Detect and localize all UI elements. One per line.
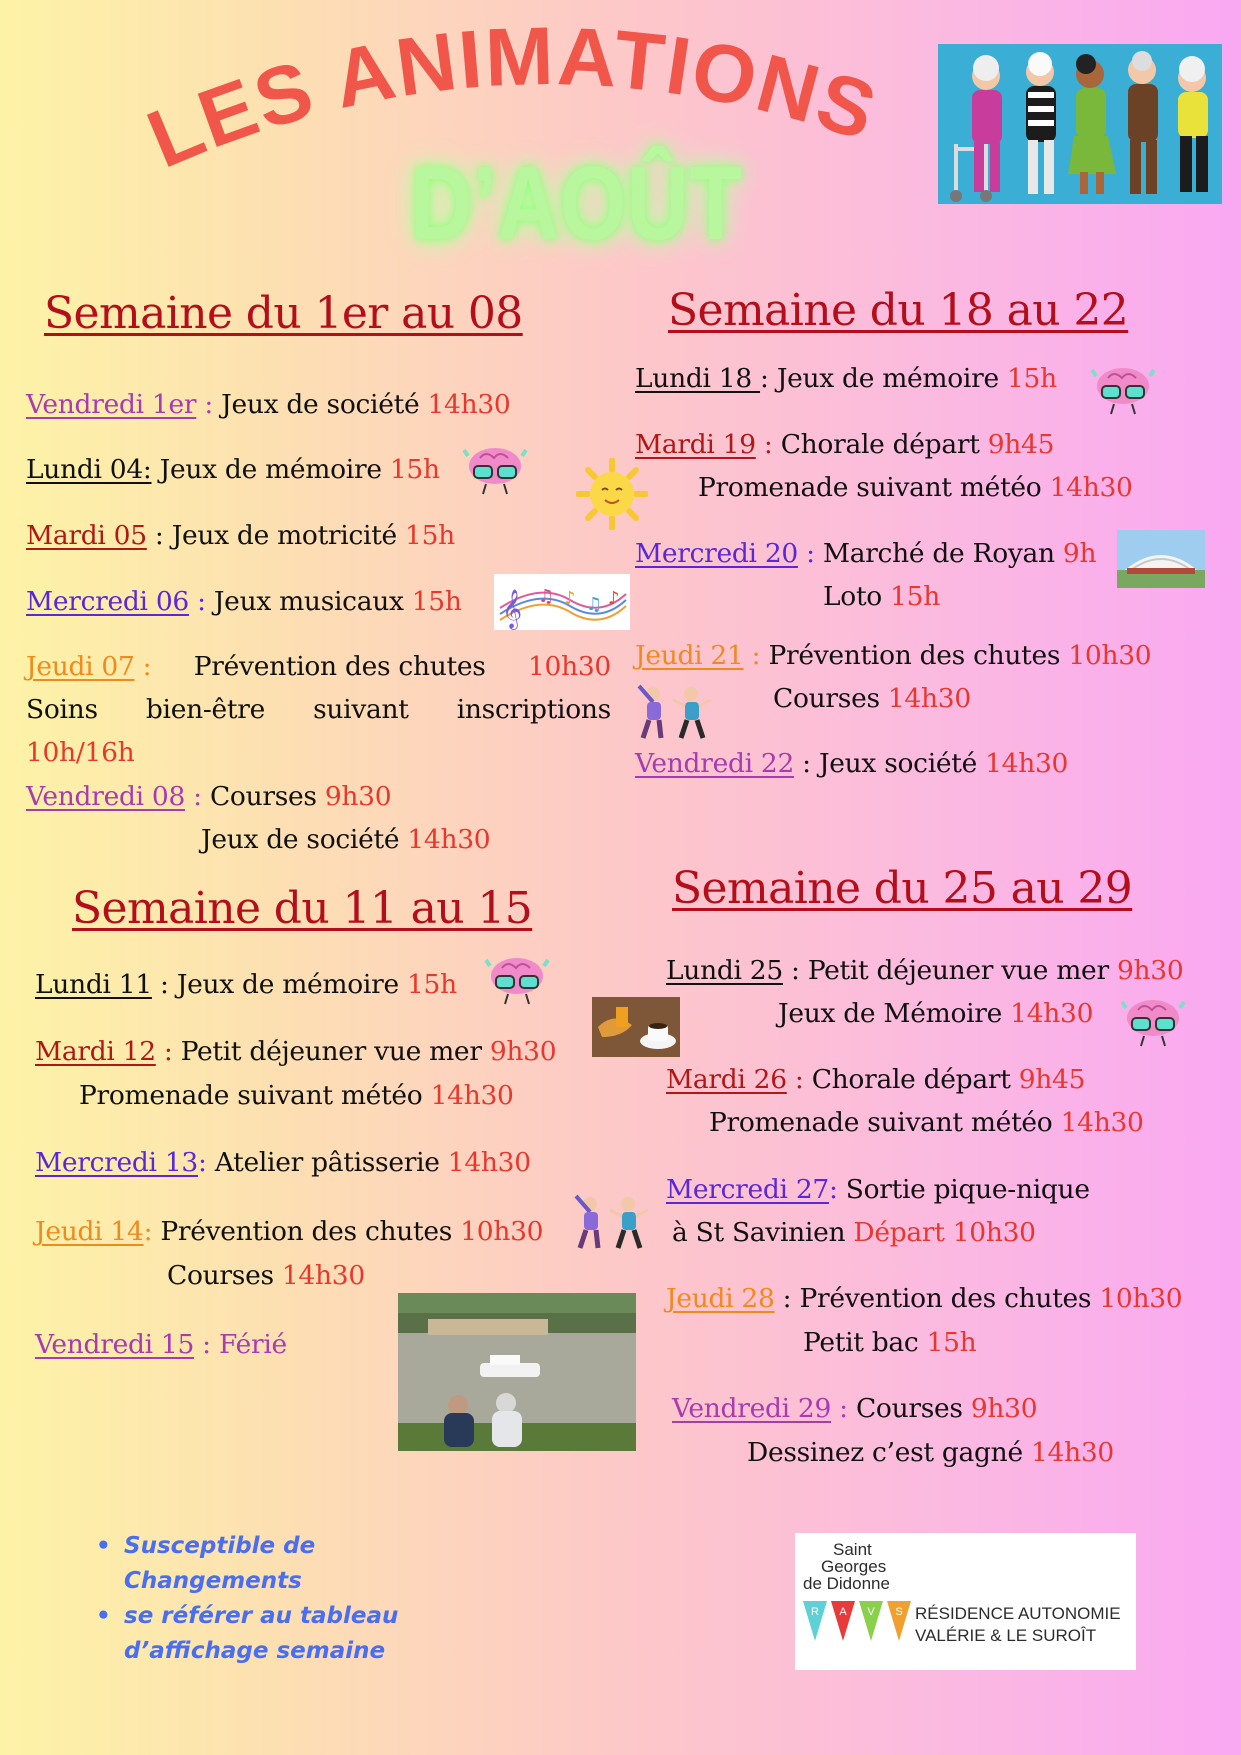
activity: Courses (773, 683, 888, 714)
schedule-entry: Mercredi 13: Atelier pâtisserie 14h30 (35, 1147, 531, 1178)
schedule-entry-continued (672, 1215, 1036, 1251)
schedule-entry: Lundi 25 : Petit déjeuner vue mer 9h30 (666, 955, 1184, 986)
brain-glasses-icon (460, 440, 530, 496)
time: 14h30 (447, 1147, 531, 1178)
activity: Courses (167, 1260, 282, 1291)
week-heading: Semaine du 1er au 08 (44, 288, 523, 339)
schedule-entry-continued (201, 822, 490, 858)
time: 9h30 (489, 1036, 557, 1067)
schedule-entry-continued (803, 1325, 976, 1361)
market-building-photo (1117, 530, 1205, 588)
schedule-entry: Jeudi 28 : Prévention des chutes 10h30 (666, 1283, 1183, 1314)
time: 9h30 (970, 1393, 1038, 1424)
svg-text:♫: ♫ (538, 586, 555, 607)
activity: Petit déjeuner vue mer (807, 955, 1117, 986)
day-label: Jeudi 28 (666, 1283, 775, 1314)
svg-text:♫: ♫ (586, 594, 603, 615)
day-label: Mercredi 20 (635, 538, 798, 569)
activity: Chorale départ (811, 1064, 1019, 1095)
week-heading: Semaine du 11 au 15 (72, 883, 533, 934)
schedule-entry-continued (26, 735, 134, 771)
time: 10h30 (460, 1216, 544, 1247)
svg-text:𝄞: 𝄞 (502, 589, 523, 629)
time: 15h (389, 454, 440, 485)
exercise-seniors-icon (572, 1192, 652, 1252)
schedule-entry-continued (778, 996, 1093, 1032)
day-label: Vendredi 15 (35, 1329, 195, 1360)
day-label: Vendredi 1er (26, 389, 197, 420)
activity: Chorale départ (780, 429, 988, 460)
svg-text:LES ANIMATIONS: LES ANIMATIONS (135, 10, 889, 186)
schedule-entry: Jeudi 07 : Prévention des chutes 10h30 (26, 649, 611, 685)
page-subtitle: D’AOÛT (410, 146, 743, 262)
schedule-entry: Vendredi 1er : Jeux de société 14h30 (26, 389, 511, 420)
schedule-entry: Mardi 19 : Chorale départ 9h45 (635, 429, 1055, 460)
activity: Petit bac (803, 1327, 927, 1358)
flags-icon (801, 1599, 915, 1643)
time: 9h45 (987, 429, 1055, 460)
schedule-entry-continued (79, 1078, 514, 1114)
schedule-entry: Mercredi 06 : Jeux musicaux 15h (26, 586, 462, 617)
schedule-entry: Mardi 12 : Petit déjeuner vue mer 9h30 (35, 1036, 557, 1067)
day-label: Lundi 25 (666, 955, 783, 986)
note-item: • se référer au tableau d’affichage semaine (96, 1599, 456, 1669)
week-heading: Semaine du 18 au 22 (668, 285, 1129, 336)
notes-list (96, 1529, 456, 1669)
schedule-entry: Lundi 18 : Jeux de mémoire 15h (635, 363, 1057, 394)
time: 14h30 (281, 1260, 365, 1291)
note-item: • Susceptible de Changements (96, 1529, 456, 1599)
time: 14h30 (1060, 1107, 1144, 1138)
svg-text:S: S (895, 1606, 903, 1618)
day-label: Lundi 18 (635, 363, 761, 394)
dancing-seniors-illustration (938, 44, 1222, 204)
day-label: Jeudi 07 (26, 651, 135, 682)
svg-text:V: V (867, 1606, 875, 1618)
time: 15h (1006, 363, 1057, 394)
activity: Prévention des chutes (799, 1283, 1100, 1314)
day-label: Mercredi 13 (35, 1147, 198, 1178)
day-label: Mercredi 06 (26, 586, 189, 617)
schedule-entry: Vendredi 29 : Courses 9h30 (672, 1393, 1038, 1424)
schedule-entry-continued: Soins bien-être suivant inscriptions (26, 694, 611, 725)
time: 14h30 (427, 389, 511, 420)
day-label: Jeudi 14 (35, 1216, 144, 1247)
time: 14h30 (1030, 1437, 1114, 1468)
activity: Férié (218, 1329, 287, 1360)
schedule-entry-continued (773, 681, 971, 717)
day-label: Mardi 12 (35, 1036, 156, 1067)
day-label: Lundi 11 (35, 969, 152, 1000)
brain-glasses-icon (482, 950, 552, 1006)
activity: Prévention des chutes (193, 651, 486, 682)
brain-glasses-icon (1118, 992, 1188, 1048)
schedule-entry: Vendredi 08 : Courses 9h30 (26, 781, 392, 812)
time: 9h30 (1116, 955, 1184, 986)
activity: à St Savinien (672, 1217, 854, 1248)
time: 10h30 (1099, 1283, 1183, 1314)
day-label: Mercredi 27 (666, 1174, 829, 1205)
activity: Prévention des chutes (768, 640, 1069, 671)
activity: Jeux de motricité (171, 520, 406, 551)
day-label: Lundi 04: (26, 454, 152, 485)
time: Départ 10h30 (853, 1217, 1036, 1248)
schedule-entry: Mardi 26 : Chorale départ 9h45 (666, 1064, 1086, 1095)
time: 9h45 (1018, 1064, 1086, 1095)
day-label: Mardi 19 (635, 429, 756, 460)
activity: Jeux de mémoire (176, 969, 407, 1000)
schedule-entry: Jeudi 14: Prévention des chutes 10h30 (35, 1216, 544, 1247)
town-name: Saint Georges de Didonne (803, 1540, 890, 1593)
schedule-entry (26, 452, 440, 488)
time: 10h/16h (26, 737, 135, 768)
schedule-entry: Mercredi 20 : Marché de Royan 9h (635, 538, 1097, 569)
schedule-entry: Mercredi 27: Sortie pique-nique (666, 1174, 1090, 1205)
schedule-entry: Mardi 05 : Jeux de motricité 15h (26, 520, 455, 551)
residence-logo (795, 1533, 1136, 1670)
time: 15h (405, 520, 455, 551)
day-label: Vendredi 29 (672, 1393, 832, 1424)
activity: Dessinez c’est gagné (747, 1437, 1031, 1468)
activity: Jeux de mémoire (776, 363, 1007, 394)
schedule-entry-continued (698, 470, 1133, 506)
time: 9h30 (324, 781, 392, 812)
schedule-entry-continued (823, 579, 940, 615)
breakfast-photo (592, 997, 680, 1057)
day-label: Vendredi 08 (26, 781, 186, 812)
svg-text:♪: ♪ (608, 588, 620, 609)
time: 14h30 (985, 748, 1069, 779)
schedule-entry-continued (167, 1258, 365, 1294)
activity: Jeux de Mémoire (778, 998, 1011, 1029)
activity: Courses (209, 781, 325, 812)
schedule-entry-continued (709, 1105, 1144, 1141)
activity: Courses (855, 1393, 971, 1424)
time: 15h (406, 969, 457, 1000)
activity: Jeux de société (221, 389, 428, 420)
activity: Promenade suivant météo (698, 472, 1050, 503)
activity: Sortie pique-nique (845, 1174, 1090, 1205)
day-label: Jeudi 21 (635, 640, 744, 671)
activity: Prévention des chutes (160, 1216, 461, 1247)
day-label: Mardi 05 (26, 520, 147, 551)
schedule-entry: Jeudi 21 : Prévention des chutes 10h30 (635, 640, 1152, 671)
svg-text:A: A (839, 1606, 847, 1618)
time: 14h30 (430, 1080, 514, 1111)
time: 14h30 (1010, 998, 1094, 1029)
schedule-entry: Lundi 11 : Jeux de mémoire 15h (35, 969, 457, 1000)
time: 14h30 (407, 824, 491, 855)
music-notes-icon (494, 574, 630, 630)
svg-text:R: R (811, 1606, 819, 1618)
residence-name: RÉSIDENCE AUTONOMIE VALÉRIE & LE SUROÎT (915, 1604, 1121, 1645)
schedule-entry: Vendredi 22 : Jeux société 14h30 (635, 748, 1069, 779)
activity: Jeux de mémoire (159, 454, 390, 485)
schedule-entry: Vendredi 15 : Férié (35, 1329, 287, 1360)
activity: Promenade suivant météo (709, 1107, 1061, 1138)
activity: Promenade suivant météo (79, 1080, 431, 1111)
activity: Jeux société (818, 748, 986, 779)
schedule-entry-continued (747, 1435, 1114, 1471)
time: 14h30 (887, 683, 971, 714)
time: 10h30 (527, 651, 611, 682)
brain-glasses-icon (1088, 360, 1158, 416)
time: 9h (1062, 538, 1097, 569)
time: 15h (411, 586, 462, 617)
time: 15h (926, 1327, 977, 1358)
lake-boat-photo (398, 1293, 636, 1451)
activity: Jeux de société (201, 824, 408, 855)
svg-text:♪: ♪ (564, 588, 576, 609)
time: 10h30 (1068, 640, 1152, 671)
day-label: Mardi 26 (666, 1064, 787, 1095)
activity: Marché de Royan (822, 538, 1063, 569)
sun-icon (576, 458, 648, 530)
activity: Atelier pâtisserie (214, 1147, 448, 1178)
exercise-seniors-icon (635, 682, 715, 742)
activity: Loto (823, 581, 891, 612)
activity: Jeux musicaux (213, 586, 412, 617)
time: 14h30 (1049, 472, 1133, 503)
week-heading: Semaine du 25 au 29 (672, 863, 1133, 914)
time: 15h (890, 581, 940, 612)
activity: Petit déjeuner vue mer (180, 1036, 490, 1067)
day-label: Vendredi 22 (635, 748, 795, 779)
